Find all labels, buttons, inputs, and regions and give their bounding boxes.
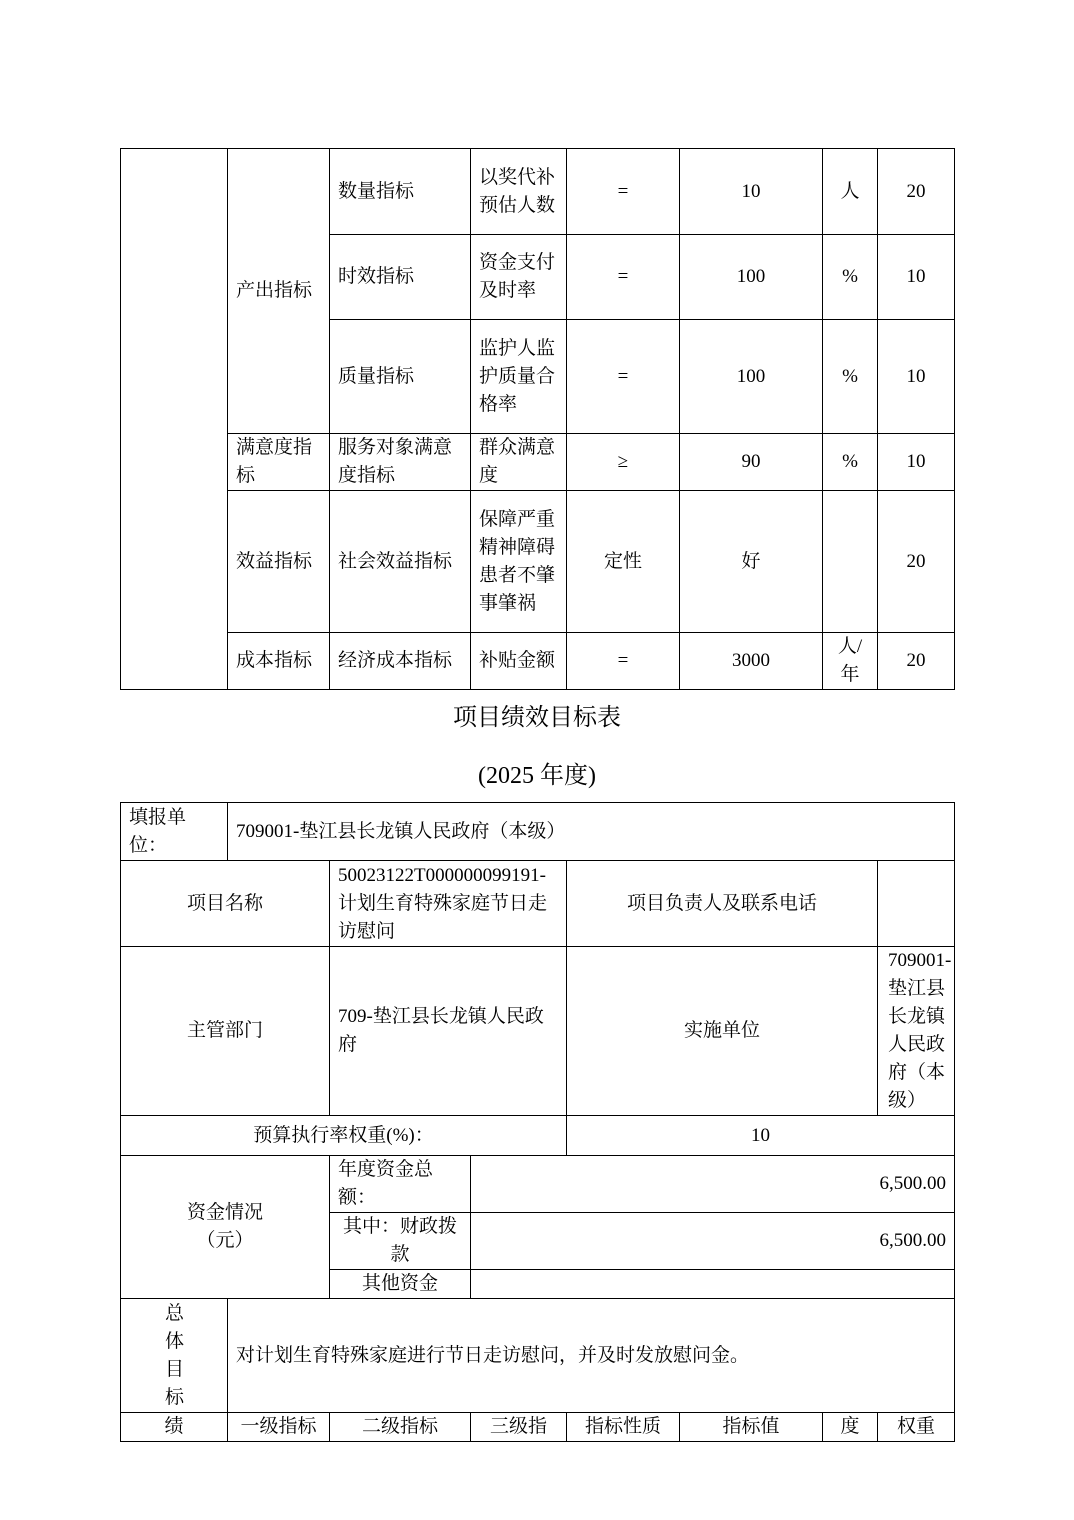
dept-label: 主管部门 <box>121 947 330 1116</box>
value-cell: 3000 <box>680 633 823 690</box>
project-name-label: 项目名称 <box>121 861 330 947</box>
table-row <box>121 1299 955 1413</box>
weight-cell: 20 <box>878 491 955 633</box>
impl-value: 709001-垫江县长龙镇人民政府（本级） <box>878 947 955 1116</box>
funds-label: 资金情况（元） <box>121 1156 330 1299</box>
unit-cell: 人/年 <box>823 633 878 690</box>
header-cell: 二级指标 <box>330 1413 471 1442</box>
indicator-table-continued <box>120 148 955 690</box>
year-subtitle: (2025 年度) <box>478 763 596 789</box>
impl-label: 实施单位 <box>567 947 878 1116</box>
value-cell: 100 <box>680 320 823 434</box>
header-cell: 指标值 <box>680 1413 823 1442</box>
unit-cell: 人 <box>823 149 878 235</box>
level1-cell: 满意度指标 <box>228 434 330 491</box>
unit-cell: % <box>823 434 878 491</box>
header-cell: 指标性质 <box>567 1413 680 1442</box>
contact-label: 项目负责人及联系电话 <box>567 861 878 947</box>
dept-value: 709-垫江县长龙镇人民政府 <box>330 947 567 1116</box>
level3-cell: 监护人监护质量合格率 <box>471 320 567 434</box>
funds-total-value: 6,500.00 <box>471 1156 955 1213</box>
funds-total-label: 年度资金总额： <box>330 1156 471 1213</box>
operator-cell: 定性 <box>567 491 680 633</box>
value-cell: 100 <box>680 235 823 320</box>
level2-cell: 经济成本指标 <box>330 633 471 690</box>
header-cell: 绩 <box>121 1413 228 1442</box>
operator-cell: = <box>567 149 680 235</box>
budget-rate-value: 10 <box>567 1116 955 1156</box>
value-cell: 好 <box>680 491 823 633</box>
level2-cell: 数量指标 <box>330 149 471 235</box>
weight-cell: 20 <box>878 149 955 235</box>
table-row <box>121 149 955 235</box>
weight-cell: 10 <box>878 320 955 434</box>
level2-cell: 服务对象满意度指标 <box>330 434 471 491</box>
header-cell: 一级指标 <box>228 1413 330 1442</box>
project-name-value: 50023122T000000099191-计划生育特殊家庭节日走访慰问 <box>330 861 567 947</box>
header-cell: 权重 <box>878 1413 955 1442</box>
level1-cell: 成本指标 <box>228 633 330 690</box>
level1-cell: 产出指标 <box>228 149 330 434</box>
page-title: 项目绩效目标表 <box>453 705 621 731</box>
value-cell: 10 <box>680 149 823 235</box>
operator-cell: ≥ <box>567 434 680 491</box>
table-row <box>121 1413 955 1442</box>
project-target-table <box>120 802 955 1442</box>
table-row <box>121 1116 955 1156</box>
weight-cell: 20 <box>878 633 955 690</box>
unit-label: 填报单位： <box>121 803 228 861</box>
funds-other-value <box>471 1270 955 1299</box>
level3-cell: 资金支付及时率 <box>471 235 567 320</box>
contact-value <box>878 861 955 947</box>
level3-cell: 以奖代补预估人数 <box>471 149 567 235</box>
level3-cell: 群众满意度 <box>471 434 567 491</box>
funds-other-label: 其他资金 <box>330 1270 471 1299</box>
level2-cell: 质量指标 <box>330 320 471 434</box>
unit-cell: % <box>823 235 878 320</box>
value-cell: 90 <box>680 434 823 491</box>
table-row <box>121 1156 955 1213</box>
unit-cell <box>823 491 878 633</box>
header-cell: 度 <box>823 1413 878 1442</box>
table-row <box>121 491 955 633</box>
weight-cell: 10 <box>878 235 955 320</box>
level2-cell: 时效指标 <box>330 235 471 320</box>
unit-cell: % <box>823 320 878 434</box>
level3-cell: 补贴金额 <box>471 633 567 690</box>
table-row <box>121 633 955 690</box>
weight-cell: 10 <box>878 434 955 491</box>
budget-rate-label: 预算执行率权重(%)： <box>121 1116 567 1156</box>
table-row <box>121 861 955 947</box>
table-row <box>121 947 955 1116</box>
operator-cell: = <box>567 633 680 690</box>
goal-label: 总体目标 <box>121 1299 228 1413</box>
header-cell: 三级指 <box>471 1413 567 1442</box>
funds-fiscal-label: 其中：财政拨款 <box>330 1213 471 1270</box>
table-row <box>121 803 955 861</box>
unit-value: 709001-垫江县长龙镇人民政府（本级） <box>228 803 955 861</box>
perf-indicator-column <box>121 149 228 690</box>
goal-value: 对计划生育特殊家庭进行节日走访慰问，并及时发放慰问金。 <box>228 1299 955 1413</box>
table-row <box>121 434 955 491</box>
level1-cell: 效益指标 <box>228 491 330 633</box>
funds-fiscal-value: 6,500.00 <box>471 1213 955 1270</box>
operator-cell: = <box>567 235 680 320</box>
level2-cell: 社会效益指标 <box>330 491 471 633</box>
operator-cell: = <box>567 320 680 434</box>
level3-cell: 保障严重精神障碍患者不肇事肇祸 <box>471 491 567 633</box>
